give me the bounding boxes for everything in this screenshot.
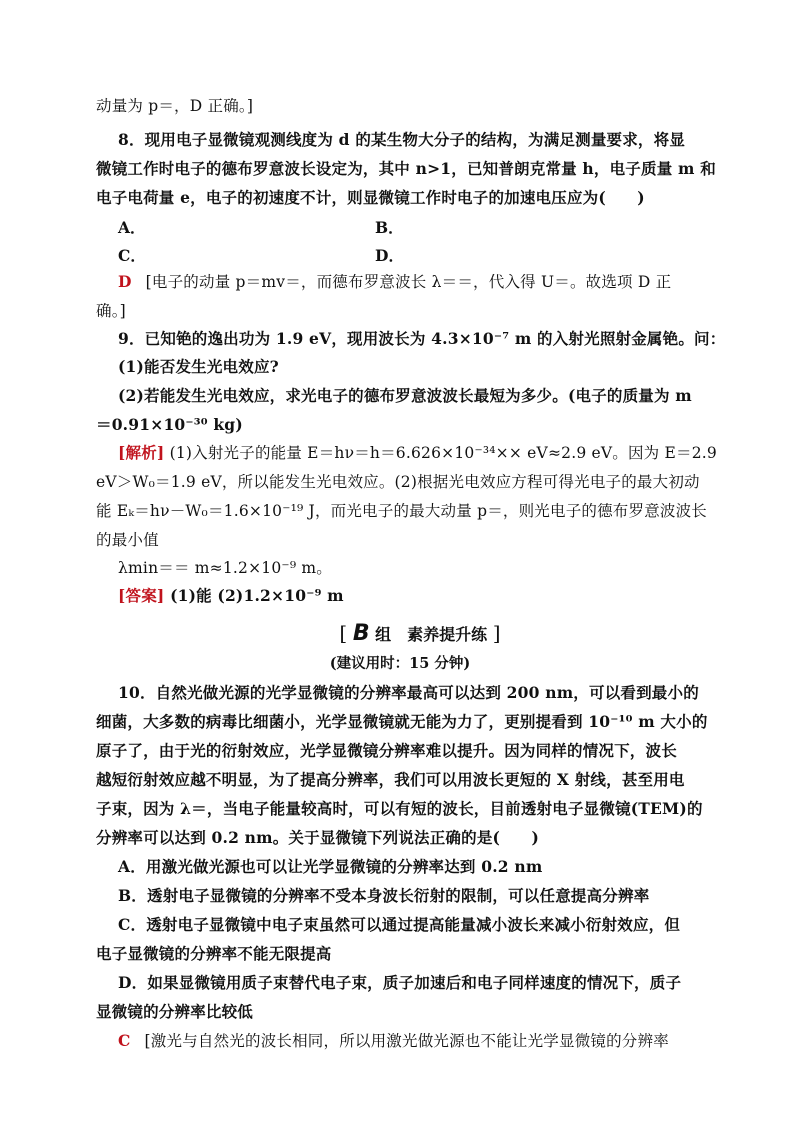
answer-text: (1)能 (2)1.2×10⁻⁹ m xyxy=(164,586,344,605)
question-8-line: 电子电荷量 e，电子的初速度不计，则显微镜工作时电子的加速电压应为( ) xyxy=(96,188,645,207)
question-10-line: 10．自然光做光源的光学显微镜的分辨率最高可以达到 200 nm，可以看到最小的 xyxy=(118,683,699,702)
option-d: D．如果显微镜用质子束替代电子束，质子加速后和电子同样速度的情况下，质子 xyxy=(118,973,682,992)
question-9-line: ＝0.91×10⁻³⁰ kg) xyxy=(96,415,243,434)
section-heading: [ B 组 素养提升练 ] xyxy=(339,621,501,646)
question-9-line: 9．已知铯的逸出功为 1.9 eV，现用波长为 4.3×10⁻⁷ m 的入射光照射金属铯。问： xyxy=(118,329,726,348)
analysis-text: λmin＝＝ m≈1.2×10⁻⁹ m。 xyxy=(118,559,332,577)
option-a: A．用激光做光源也可以让光学显微镜的分辨率达到 0.2 nm xyxy=(118,857,543,876)
analysis-text: (1)入射光子的能量 E＝hν＝h＝6.626×10⁻³⁴×× eV≈2.9 eV。因为 E＝2.9 xyxy=(164,444,717,462)
answer-explanation-10 xyxy=(118,1031,728,1051)
option-c-continued: 电子显微镜的分辨率不能无限提高 xyxy=(96,944,332,963)
question-10-line: 子束，因为 λ＝，当电子能量较高时，可以有短的波长，目前透射电子显微镜(TEM)的 xyxy=(96,799,703,818)
option-d-continued: 显微镜的分辨率比较低 xyxy=(96,1002,254,1021)
analysis-text: 的最小值 xyxy=(96,531,159,549)
answer-letter: C xyxy=(118,1031,131,1050)
answer-9 xyxy=(118,586,728,606)
question-9-line: (2)若能发生光电效应，求光电子的德布罗意波波长最短为多少。(电子的质量为 m xyxy=(118,386,692,405)
question-10-line: 原子了，由于光的衍射效应，光学显微镜分辨率难以提升。因为同样的情况下，波长 xyxy=(96,741,677,760)
option-c: C．透射电子显微镜中电子束虽然可以通过提高能量减小波长来减小衍射效应，但 xyxy=(118,915,681,934)
question-8-line: 8．现用电子显微镜观测线度为 d 的某生物大分子的结构，为满足测量要求，将显 xyxy=(118,130,686,149)
answer-explanation-8 xyxy=(118,272,728,292)
answer-label: [答案] xyxy=(118,586,165,605)
option-b: B．透射电子显微镜的分辨率不受本身波长衍射的限制，可以任意提高分辨率 xyxy=(118,886,650,905)
option-c: C． xyxy=(118,246,146,265)
analysis-label: [解析] xyxy=(118,443,165,462)
analysis-text: eV＞W₀＝1.9 eV，所以能发生光电效应。(2)根据光电效应方程可得光电子的最大初动 xyxy=(96,473,700,491)
time-hint: (建议用时：15 分钟) xyxy=(329,655,471,672)
analysis-text: 能 Eₖ＝hν－W₀＝1.6×10⁻¹⁹ J，而光电子的最大动量 p＝，则光电子的德布罗意波波长 xyxy=(96,502,708,520)
analysis-9 xyxy=(118,443,728,463)
option-b: B． xyxy=(375,218,404,237)
question-10-line: 越短衍射效应越不明显，为了提高分辨率，我们可以用波长更短的 X 射线，甚至用电 xyxy=(96,770,685,789)
question-10-line: 分辨率可以达到 0.2 nm。关于显微镜下列说法正确的是( ) xyxy=(96,828,539,847)
option-a: A． xyxy=(118,218,146,237)
option-d: D． xyxy=(375,246,404,265)
answer-letter: D xyxy=(118,272,132,291)
section-label: 组 素养提升练 xyxy=(375,625,488,644)
explanation-text: [电子的动量 p＝mv＝，而德布罗意波长 λ＝＝，代入得 U＝。故选项 D 正 xyxy=(145,273,672,291)
explanation-text: 确。] xyxy=(96,302,126,320)
question-10-line: 细菌，大多数的病毒比细菌小，光学显微镜就无能为力了，更别提看到 10⁻¹⁰ m 大小的 xyxy=(96,712,708,731)
question-8-line: 微镜工作时电子的德布罗意波长设定为，其中 n>1，已知普朗克常量 h，电子质量 m 和 xyxy=(96,159,716,178)
explanation-text: [激光与自然光的波长相同，所以用激光做光源也不能让光学显微镜的分辨率 xyxy=(144,1032,669,1050)
section-letter: B xyxy=(352,621,370,646)
question-9-line: (1)能否发生光电效应? xyxy=(118,357,279,376)
text-line: 动量为 p＝，D 正确。] xyxy=(96,97,254,115)
